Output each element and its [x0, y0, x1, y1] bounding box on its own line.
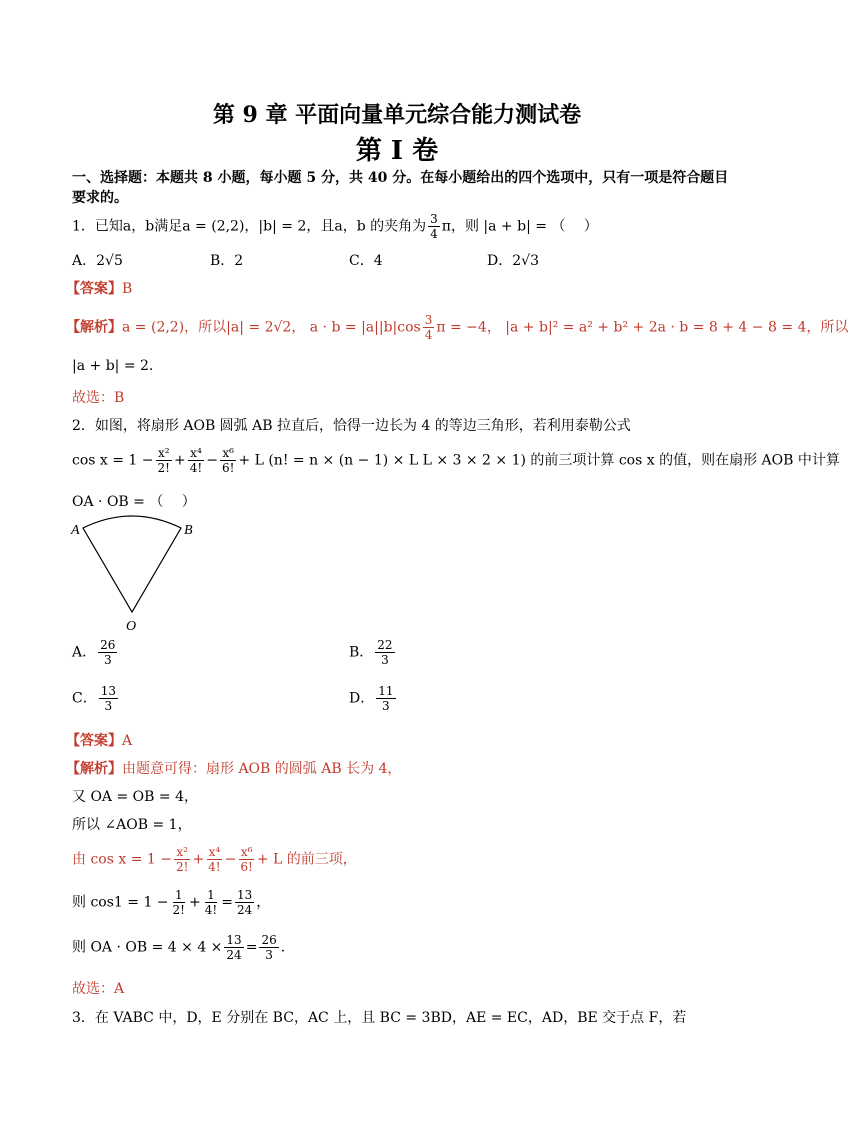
page-title: 第 9 章 平面向量单元综合能力测试卷 — [212, 102, 582, 128]
q1-analysis: 【解析】a = (2,2)，所以|a| = 2√2， a · b = |a||b|cos $\frac{3}{4}$ π = −4， |a + b|² = a² + b² + 2a · b = 8 + 4 − 8 = 4，所以 — [66, 313, 848, 342]
q2-stem-line2: cos x = 1 − $\frac{\text{x²}}{2!}$ + $\frac{\text{x⁴}}{4!}$ − $\frac{\text{x⁶}}{6!}$ + L (n! = n × (n − 1) × L L × 3 × 2 × 1) 的前三项计算 cos x 的值，则在扇形 AOB 中计算 — [72, 446, 840, 475]
sector-figure — [64, 510, 204, 635]
q1-option-a[interactable]: A．2√5 — [72, 253, 123, 269]
label-b: B — [184, 523, 193, 538]
q2-analysis-4: 由 cos x = 1 − $\frac{\text{x²}}{2!}$ + $\frac{\text{x⁴}}{4!}$ − $\frac{\text{x⁶}}{6!}$ + L 的前三项， — [72, 845, 357, 874]
q1-option-c[interactable]: C．4 — [349, 253, 383, 269]
q2-stem-line1: 2．如图，将扇形 AOB 圆弧 AB 拉直后，恰得一边长为 4 的等边三角形，若利用泰勒公式 — [72, 418, 631, 434]
label-a: A — [71, 523, 80, 538]
q1-option-b[interactable]: B．2 — [210, 253, 244, 269]
q3-stem-line1: 3．在 VABC 中，D，E 分别在 BC，AC 上，且 BC = 3BD，AE = EC，AD，BE 交于点 F，若 — [72, 1010, 687, 1026]
q2-option-a[interactable]: A． $\frac{26}{3}$ — [72, 638, 116, 667]
q2-option-c[interactable]: C． $\frac{13}{3}$ — [72, 684, 116, 713]
q1-analysis-result: |a + b| = 2． — [72, 358, 163, 374]
section-header-line2: 要求的。 — [72, 190, 128, 206]
q1-stem: 1．已知a，b满足a = (2,2)，|b| = 2，且a，b 的夹角为 $\frac{3}{4}$ π，则 |a + b| = （ ） — [72, 212, 598, 241]
q2-stem-line3: OA · OB = （ ） — [72, 494, 196, 510]
q2-chosen: 故选：A — [72, 981, 125, 997]
q2-analysis-5: 则 cos1 = 1 − $\frac{1}{2!}$ + $\frac{1}{4!}$ = $\frac{13}{24}$ ， — [72, 888, 271, 917]
q2-analysis-1: 【解析】由题意可得：扇形 AOB 的圆弧 AB 长为 4， — [66, 761, 402, 777]
sector-outline — [83, 516, 181, 612]
q2-analysis-6: 则 OA · OB = 4 × 4 × $\frac{13}{24}$ = $\frac{26}{3}$ ． — [72, 933, 295, 962]
q1-answer: 【答案】B — [66, 281, 133, 297]
label-o: O — [126, 619, 137, 634]
q2-analysis-3: 所以 ∠AOB = 1， — [72, 817, 192, 833]
q2-answer: 【答案】A — [66, 733, 133, 749]
q1-chosen: 故选：B — [72, 390, 125, 406]
q2-analysis-2: 又 OA = OB = 4， — [72, 789, 198, 805]
section-header-line1: 一、选择题：本题共 8 小题，每小题 5 分，共 40 分。在每小题给出的四个选项中，只有一项是符合题目 — [72, 170, 729, 186]
page-subtitle: 第 I 卷 — [355, 136, 439, 166]
q1-option-d[interactable]: D．2√3 — [487, 253, 539, 269]
q2-option-d[interactable]: D． $\frac{11}{3}$ — [349, 684, 394, 713]
q2-option-b[interactable]: B． $\frac{22}{3}$ — [349, 638, 393, 667]
